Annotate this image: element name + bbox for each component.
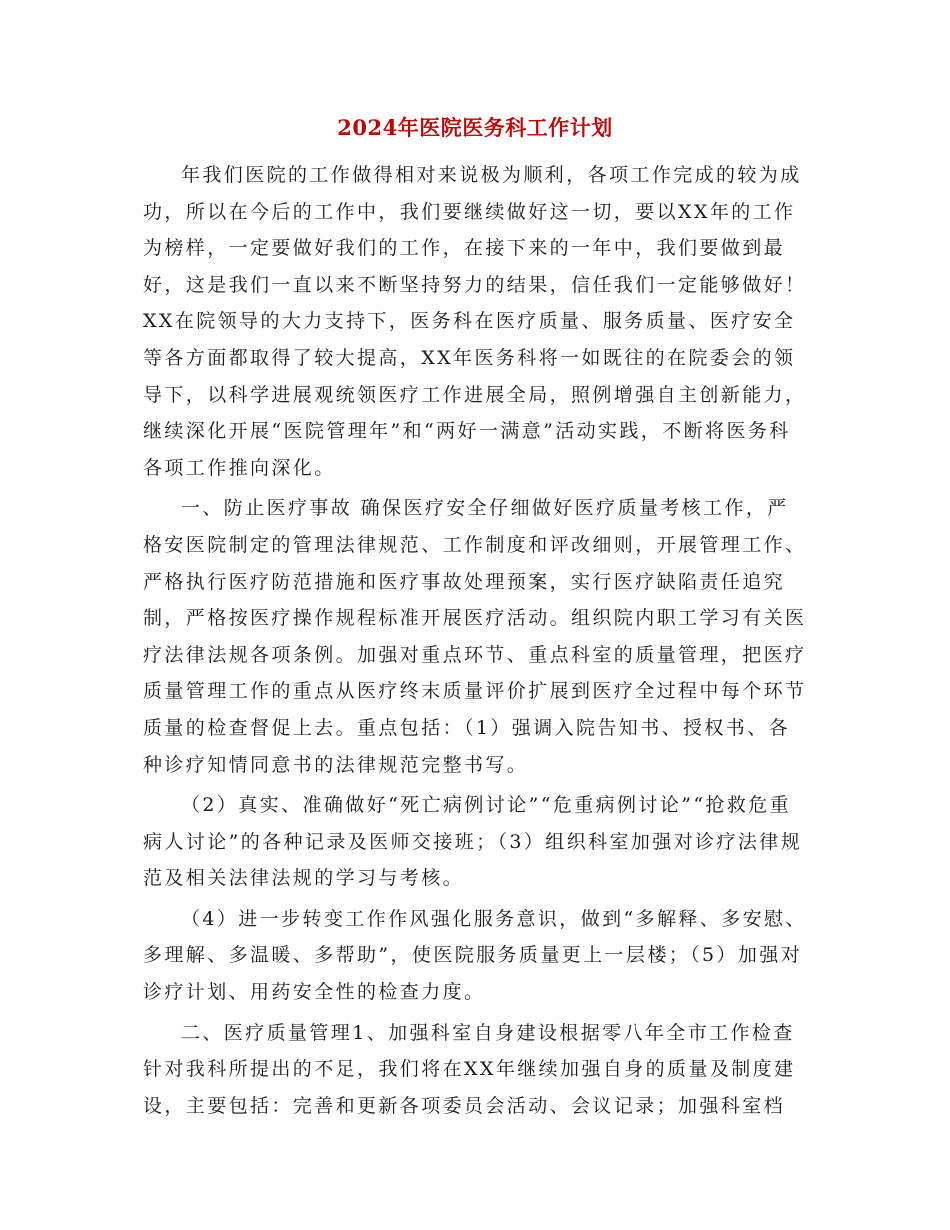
paragraph-item-4-5: （4）进一步转变工作作风强化服务意识，做到“多解释、多安慰、多理解、多温暖、多帮助”，使医院服务质量更上一层楼；（5）加强对诊疗计划、用药安全性的检查力度。 xyxy=(143,907,807,1004)
paragraph-intro: 年我们医院的工作做得相对来说极为顺利，各项工作完成的较为成功，所以在今后的工作中，我们要继续做好这一切，要以XX年的工作为榜样，一定要做好我们的工作，在接下来的一年中，我们要做到最好，这是我们一直以来不断坚持努力的结果，信任我们一定能够做好！XX在院领导的大力支持下，医务科在医疗质量、服务质量、医疗安全等各方面都取得了较大提高，XX年医务科将一如既往的在院委会的领导下，以科学进展观统领医疗工作进展全局，照例增强自主创新能力，继续深化开展“医院管理年”和“两好一满意”活动实践，不断将医务科各项工作推向深化。 xyxy=(143,164,807,479)
document-title: 2024年医院医务科工作计划 xyxy=(337,115,613,140)
paragraph-section-2: 二、医疗质量管理1、加强科室自身建设根据零八年全市工作检查针对我科所提出的不足，我们将在XX年继续加强自身的质量及制度建设，主要包括：完善和更新各项委员会活动、会议记录；加强科室档 xyxy=(143,1021,796,1117)
paragraph-item-2-3: （2）真实、准确做好“死亡病例讨论”“危重病例讨论”“抢救危重病人讨论”的各种记录及医师交接班；（3）组织科室加强对诊疗法律规范及相关法律法规的学习与考核。 xyxy=(143,794,803,890)
paragraph-section-1: 一、防止医疗事故 确保医疗安全仔细做好医疗质量考核工作，严格安医院制定的管理法律规范、工作制度和评改细则，开展管理工作、严格执行医疗防范措施和医疗事故处理预案，实行医疗缺陷责任追究制，严格按医疗操作规程标准开展医疗活动。组织院内职工学习有关医疗法律法规各项条例。加强对重点环节、重点科室的质量管理，把医疗质量管理工作的重点从医疗终末质量评价扩展到医疗全过程中每个环节质量的检查督促上去。重点包括：（1）强调入院告知书、授权书、各种诊疗知情同意书的法律规范完整书写。 xyxy=(143,497,807,776)
document-body xyxy=(143,157,808,1124)
